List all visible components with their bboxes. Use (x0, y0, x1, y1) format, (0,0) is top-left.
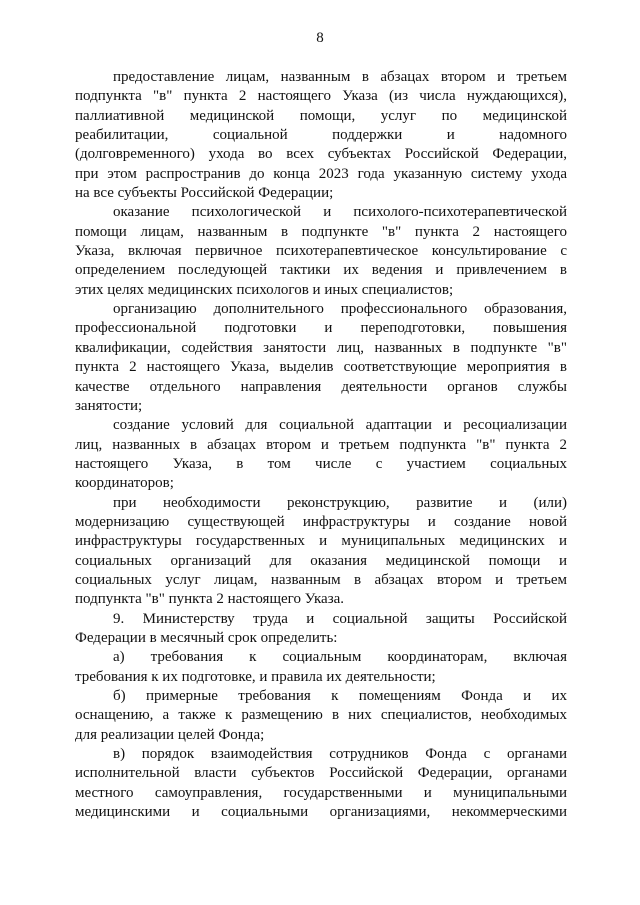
text-line: реабилитации, социальной поддержки и надомного (75, 127, 567, 144)
text-line: социальных услуг лицам, названным в абзацах втором и третьем (75, 571, 567, 588)
text-line: создание условий для социальной адаптации и ресоциализации (113, 417, 567, 434)
text-line: для реализации целей Фонда; (75, 726, 265, 743)
text-line: требования к их подготовке, и правила их деятельности; (75, 668, 436, 685)
page-number: 8 (316, 30, 324, 46)
text-line: при необходимости реконструкцию, развитие и (или) (113, 494, 567, 511)
text-line: инфраструктуры государственных и муниципальных медицинских и (75, 533, 567, 550)
text-line: подпункта "в" пункта 2 настоящего Указа (из числа нуждающихся), (75, 88, 567, 105)
text-line: профессиональной подготовки и переподготовки, повышения (75, 320, 567, 337)
text-line: медицинскими и социальными организациями, некоммерческими (75, 804, 567, 821)
text-line: лиц, названных в абзацах втором и третьем подпункта "в" пункта 2 (75, 436, 567, 453)
text-line: паллиативной медицинской помощи, услуг по медицинской (75, 107, 567, 124)
text-line: на все субъекты Российской Федерации; (75, 185, 334, 202)
text-line: (долговременного) ухода во всех субъектах Российской Федерации, (75, 146, 567, 163)
text-line: Федерации в месячный срок определить: (75, 629, 338, 646)
text-line: а) требования к социальным координаторам, включая (113, 649, 567, 666)
text-line: этих целях медицинских психологов и иных специалистов; (75, 281, 454, 298)
text-line: предоставление лицам, названным в абзацах втором и третьем (113, 69, 567, 85)
text-line: исполнительной власти субъектов Российской Федерации, органами (75, 765, 567, 782)
text-line: оснащению, а также к размещению в них специалистов, необходимых (75, 707, 567, 724)
text-line: социальных организаций для оказания медицинской помощи и (75, 552, 567, 569)
text-line: помощи лицам, названным в подпункте "в" пункта 2 настоящего (75, 223, 567, 240)
text-line: местного самоуправления, государственными и муниципальными (75, 784, 567, 801)
text-line: качестве отдельного направления деятельности органов службы (75, 378, 567, 395)
text-line: 9. Министерству труда и социальной защиты Российской (113, 610, 567, 627)
text-line: организацию дополнительного профессионального образования, (113, 301, 567, 318)
text-line: пункта 2 настоящего Указа, выделив соответствующие мероприятия в (75, 359, 567, 376)
text-line: определением последующей тактики их ведения и привлечением в (75, 262, 567, 279)
text-line: оказание психологической и психолого-психотерапевтической (113, 204, 567, 221)
text-line: при этом распространив до конца 2023 года указанную систему ухода (75, 165, 567, 182)
document-body (75, 68, 567, 822)
text-line: Указа, включая первичное психотерапевтическое консультирование с (75, 243, 567, 260)
text-line: координаторов; (75, 475, 174, 492)
text-line: занятости; (75, 397, 143, 414)
text-line: б) примерные требования к помещениям Фонда и их (113, 688, 567, 704)
text-line: настоящего Указа, в том числе с участием социальных (75, 455, 567, 472)
text-line: модернизацию существующей инфраструктуры и создание новой (75, 513, 567, 530)
text-line: подпункта "в" пункта 2 настоящего Указа. (75, 591, 345, 608)
text-line: квалификации, содействия занятости лиц, названных в подпункте "в" (75, 339, 567, 356)
text-line: в) порядок взаимодействия сотрудников Фонда с органами (113, 746, 567, 763)
